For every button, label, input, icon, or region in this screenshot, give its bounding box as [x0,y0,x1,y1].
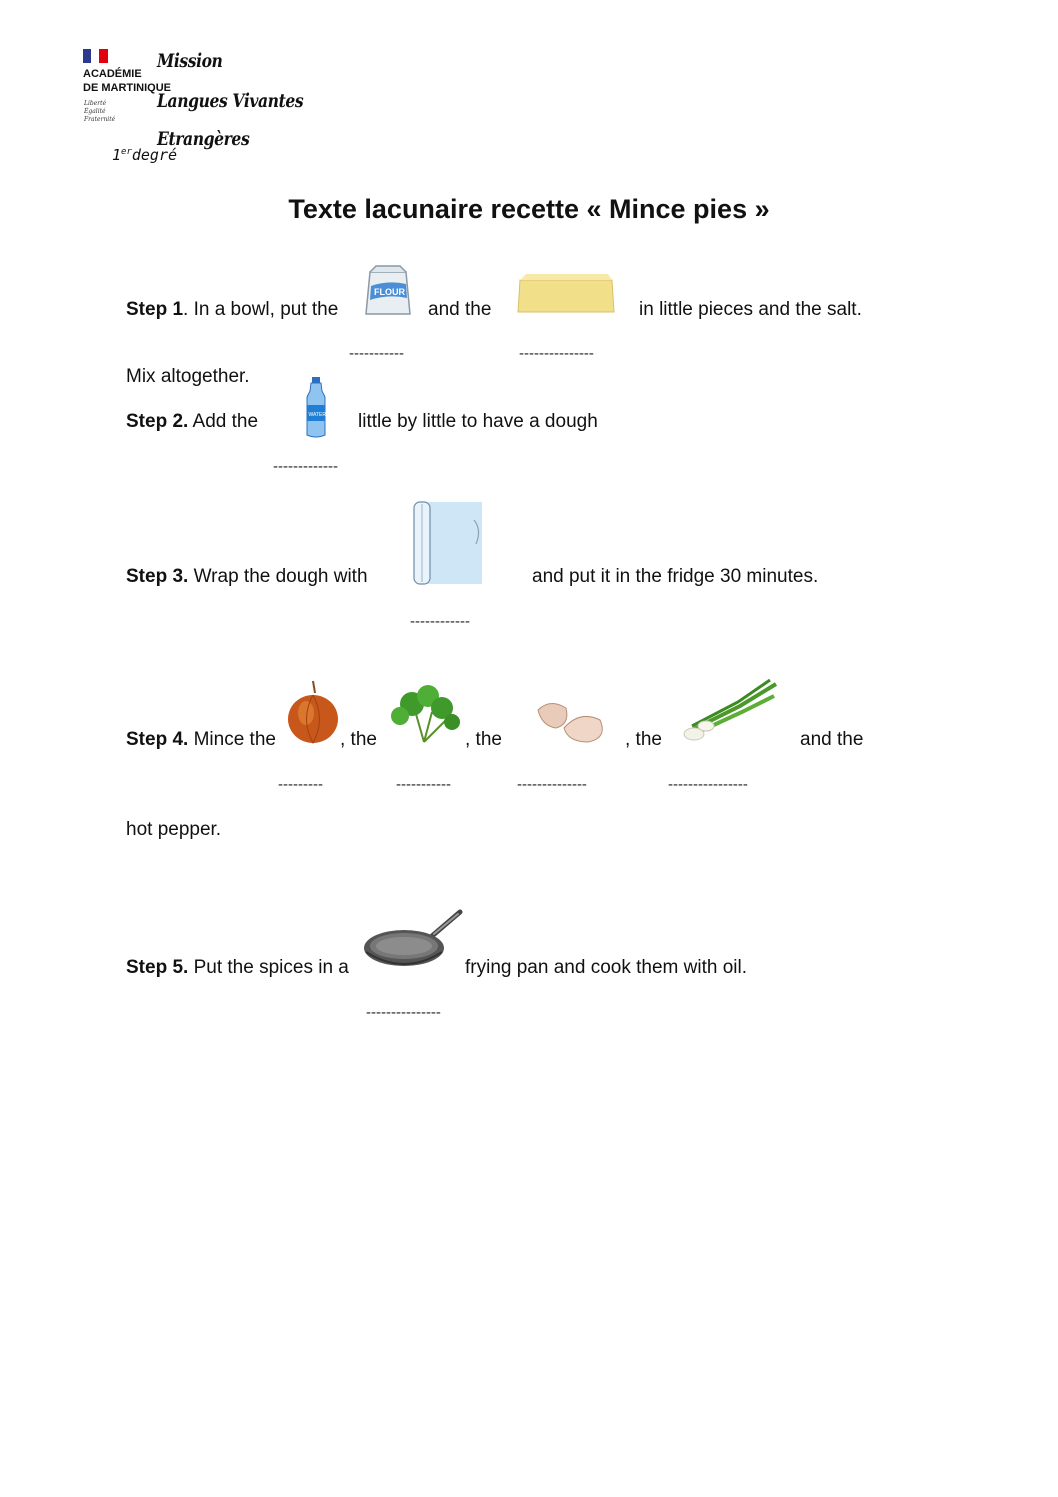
step4-blank-3: -------------- [517,776,587,793]
logo-etrangeres: Etrangères [157,128,250,150]
step4-text-4: , the [625,729,662,750]
step4-line [126,729,276,751]
frying-pan-icon [362,906,464,976]
logo [80,46,304,168]
onion-icon [286,679,340,745]
cling-film-icon [412,500,484,585]
step4-text-1: Mince the [193,729,276,750]
step1-blank-1: ----------- [349,345,404,362]
parsley-icon [386,684,462,744]
step4-blank-2: ----------- [396,776,451,793]
step1-blank-2: --------------- [519,345,594,362]
step5-text-1: Put the spices in a [193,957,349,978]
logo-region: DE MARTINIQUE [83,82,171,94]
logo-mission: Mission [157,50,223,72]
step1-line [126,299,338,321]
step2-text-1: Add the [192,411,259,432]
step1-text-2: and the [428,299,492,320]
step3-blank-1: ------------ [410,613,470,630]
logo-academie: ACADÉMIE [83,68,142,80]
step4-text-2: , the [340,729,377,750]
water-bottle-icon [304,377,328,439]
step2-blank-1: ------------- [273,458,338,475]
step4-label: Step 4. [126,729,189,750]
logo-langues: Langues Vivantes [157,90,304,112]
french-flag-icon [83,49,108,63]
butter-icon [516,272,616,316]
step5-blank-1: --------------- [366,1004,441,1021]
logo-degre: 1erdegré [112,146,178,164]
garlic-icon [534,698,608,744]
step4-continuation: hot pepper. [126,819,222,840]
svg-text:FLOUR: FLOUR [374,287,405,297]
step1-label: Step 1 [126,299,184,320]
step4-blank-4: ---------------- [668,776,748,793]
step3-label: Step 3. [126,566,189,587]
step3-line [126,566,368,588]
flour-bag-icon [362,264,414,320]
step3-text-2: and put it in the fridge 30 minutes. [532,566,819,587]
step1-continuation: Mix altogether. [126,366,250,387]
water-label: WATER [308,412,326,418]
step1-text-1: . In a bowl, put the [183,299,339,320]
step5-label: Step 5. [126,957,189,978]
spring-onion-icon [680,676,780,746]
step2-text-2: little by little to have a dough [358,411,598,432]
step4-text-5: and the [800,729,864,750]
step5-line [126,957,349,979]
logo-motto-2: Égalité [84,108,106,115]
step4-text-3: , the [465,729,502,750]
step1-text-3: in little pieces and the salt. [639,299,862,320]
step3-text-1: Wrap the dough with [193,566,368,587]
step2-line [126,411,258,433]
logo-motto-1: Liberté [84,100,107,107]
step4-blank-1: --------- [278,776,323,793]
page-title: Texte lacunaire recette « Mince pies » [288,194,770,224]
step5-text-2: frying pan and cook them with oil. [465,957,747,978]
logo-motto-3: Fraternité [84,116,116,123]
step2-label: Step 2. [126,411,189,432]
